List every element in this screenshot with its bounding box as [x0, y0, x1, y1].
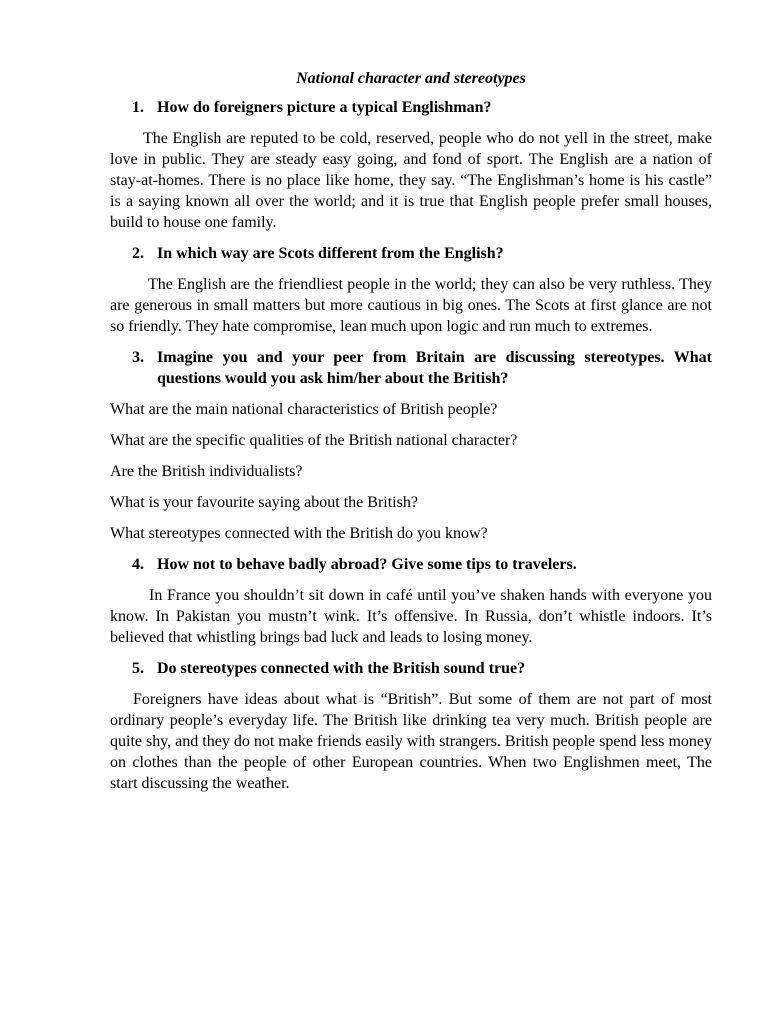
- answer-paragraph-2: The English are the friendliest people in the world; they can also be very ruthless. They are generous in small matters but more cautious in big ones. The Scots at first glance are not so friendly. They hate compromise, lean much upon logic and run much to extremes.: [110, 276, 712, 335]
- question-text: Do stereotypes connected with the British sound true?: [157, 660, 526, 677]
- question-number: 1.: [132, 99, 144, 116]
- document-title: National character and stereotypes: [296, 70, 526, 87]
- answer-paragraph-5: Foreigners have ideas about what is “British”. But some of them are not part of most ordinary people’s everyday life. The British like drinking tea very much. British people are quite shy, and they do not make friends easily with strangers. British people spend less money on clothes than the people of other European countries. When two Englishmen meet, The start discussing the weather.: [110, 691, 712, 792]
- question-line: Are the British individualists?: [110, 463, 303, 480]
- question-4: [110, 554, 712, 575]
- question-line: What is your favourite saying about the British?: [110, 494, 418, 511]
- question-3: [110, 347, 712, 389]
- question-1: [110, 97, 712, 118]
- question-line: What are the main national characteristics of British people?: [110, 401, 498, 418]
- question-text: How do foreigners picture a typical Englishman?: [157, 99, 492, 116]
- question-text: Imagine you and your peer from Britain are discussing stereotypes. What questions would you ask him/her about the British?: [157, 349, 712, 387]
- question-5: [110, 658, 712, 679]
- question-number: 3.: [132, 349, 144, 366]
- question-line: What stereotypes connected with the British do you know?: [110, 525, 488, 542]
- question-line: What are the specific qualities of the British national character?: [110, 432, 518, 449]
- question-text: How not to behave badly abroad? Give some tips to travelers.: [157, 556, 577, 573]
- document-page: [110, 68, 712, 804]
- question-number: 4.: [132, 556, 144, 573]
- answer-paragraph-4: In France you shouldn’t sit down in café until you’ve shaken hands with everyone you know. In Pakistan you mustn’t wink. It’s offensive. In Russia, don’t whistle indoors. It’s believed that whistling brings bad luck and leads to losing money.: [110, 587, 712, 646]
- question-number: 5.: [132, 660, 144, 677]
- question-2: [110, 243, 712, 264]
- question-number: 2.: [132, 245, 144, 262]
- question-text: In which way are Scots different from the English?: [157, 245, 504, 262]
- answer-paragraph-1: The English are reputed to be cold, reserved, people who do not yell in the street, make love in public. They are steady easy going, and fond of sport. The English are a nation of stay-at-homes. There is no place like home, they say. “The Englishman’s home is his castle” is a saying known all over the world; and it is true that English people prefer small houses, build to house one family.: [110, 130, 712, 231]
